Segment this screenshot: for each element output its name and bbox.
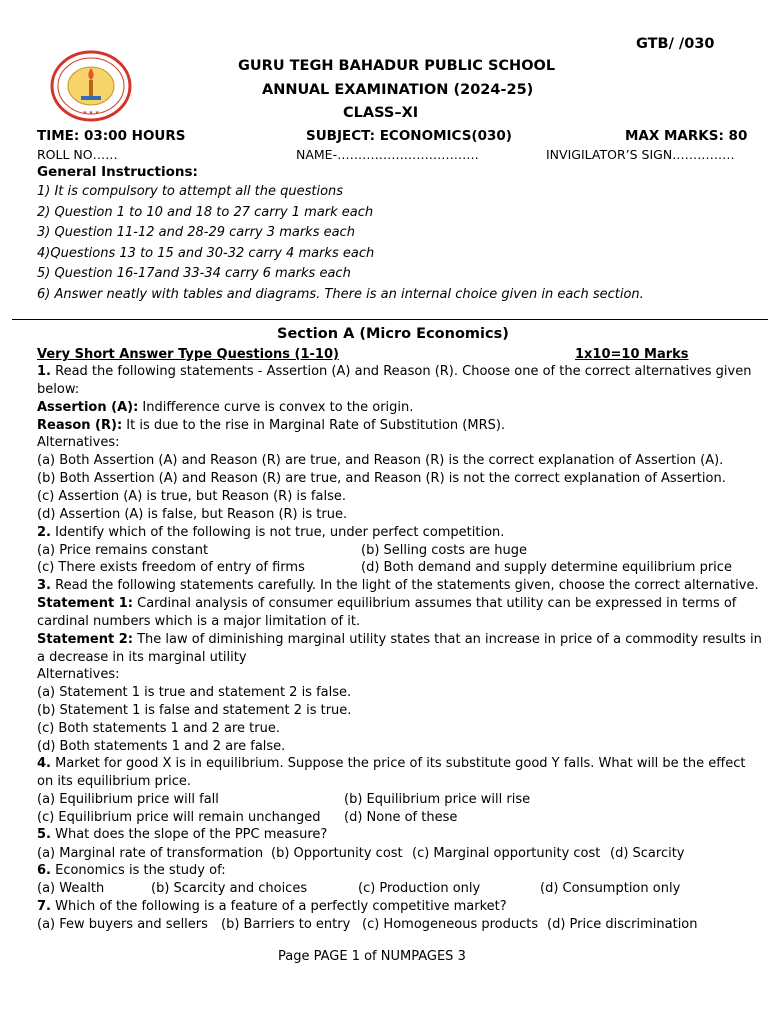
subject-label: SUBJECT: ECONOMICS(030) bbox=[306, 128, 512, 144]
school-name: GURU TEGH BAHADUR PUBLIC SCHOOL bbox=[238, 58, 556, 74]
invigilator-field: INVIGILATOR’S SIGN…………… bbox=[546, 147, 735, 162]
alternatives-label: Alternatives: bbox=[37, 435, 120, 450]
section-title: Section A (Micro Economics) bbox=[277, 326, 509, 342]
option: (b) Statement 1 is false and statement 2 is true. bbox=[37, 703, 352, 718]
section-subtitle: Very Short Answer Type Questions (1-10) bbox=[37, 347, 339, 362]
option: (d) Assertion (A) is false, but Reason (R) is true. bbox=[37, 507, 348, 522]
option: (a) Marginal rate of transformation bbox=[37, 846, 264, 861]
option: (b) Equilibrium price will rise bbox=[344, 792, 531, 807]
instruction-item: 4)Questions 13 to 15 and 30-32 carry 4 marks each bbox=[37, 246, 375, 261]
instructions-title: General Instructions: bbox=[37, 164, 198, 180]
option: (a) Statement 1 is true and statement 2 is false. bbox=[37, 685, 352, 700]
option: (d) Both demand and supply determine equilibrium price bbox=[361, 560, 732, 575]
question-4-cont: on its equilibrium price. bbox=[37, 774, 191, 789]
question-2: 2. Identify which of the following is not true, under perfect competition. bbox=[37, 525, 505, 540]
option: (b) Scarcity and choices bbox=[151, 881, 308, 896]
roll-no-field: ROLL NO…… bbox=[37, 147, 118, 162]
class-label: CLASS–XI bbox=[343, 105, 419, 121]
option: (d) Consumption only bbox=[540, 881, 681, 896]
option: (a) Wealth bbox=[37, 881, 105, 896]
exam-code: GTB/ /030 bbox=[636, 36, 715, 52]
question-1: 1. Read the following statements - Assertion (A) and Reason (R). Choose one of the correct alternatives given bbox=[37, 364, 752, 379]
option: (d) Price discrimination bbox=[547, 917, 698, 932]
statement-2: Statement 2: The law of diminishing marginal utility states that an increase in price of a commodity results in bbox=[37, 632, 762, 647]
svg-text:★ ★ ★: ★ ★ ★ bbox=[82, 110, 100, 116]
max-marks-label: MAX MARKS: 80 bbox=[625, 128, 748, 144]
statement-2-cont: a decrease in its marginal utility bbox=[37, 650, 247, 665]
option: (a) Price remains constant bbox=[37, 543, 209, 558]
option: (c) Marginal opportunity cost bbox=[412, 846, 601, 861]
question-1-cont: below: bbox=[37, 382, 80, 397]
option: (d) None of these bbox=[344, 810, 458, 825]
option: (b) Opportunity cost bbox=[271, 846, 403, 861]
option: (d) Both statements 1 and 2 are false. bbox=[37, 739, 286, 754]
option: (a) Equilibrium price will fall bbox=[37, 792, 219, 807]
time-label: TIME: 03:00 HOURS bbox=[37, 128, 186, 144]
name-field: NAME-……………………………. bbox=[296, 147, 479, 162]
assertion: Assertion (A): Indifference curve is convex to the origin. bbox=[37, 400, 414, 415]
question-7: 7. Which of the following is a feature of a perfectly competitive market? bbox=[37, 899, 507, 914]
instruction-item: 6) Answer neatly with tables and diagrams. There is an internal choice given in each section. bbox=[37, 287, 644, 302]
instruction-item: 5) Question 16-17and 33-34 carry 6 marks each bbox=[37, 266, 351, 281]
alternatives-label: Alternatives: bbox=[37, 667, 120, 682]
option: (a) Both Assertion (A) and Reason (R) are true, and Reason (R) is the correct explanation of Assertion (A). bbox=[37, 453, 724, 468]
school-crest-icon bbox=[50, 50, 132, 122]
option: (c) Equilibrium price will remain unchanged bbox=[37, 810, 321, 825]
option: (d) Scarcity bbox=[610, 846, 685, 861]
question-3: 3. Read the following statements carefully. In the light of the statements given, choose the correct alternative. bbox=[37, 578, 759, 593]
option: (c) Assertion (A) is true, but Reason (R) is false. bbox=[37, 489, 346, 504]
option: (b) Both Assertion (A) and Reason (R) are true, and Reason (R) is not the correct explanation of Assertion. bbox=[37, 471, 726, 486]
page-number: Page PAGE 1 of NUMPAGES 3 bbox=[278, 949, 466, 964]
question-4: 4. Market for good X is in equilibrium. Suppose the price of its substitute good Y falls. What will be the effect bbox=[37, 756, 746, 771]
option: (b) Barriers to entry bbox=[221, 917, 351, 932]
question-6: 6. Economics is the study of: bbox=[37, 863, 226, 878]
question-5: 5. What does the slope of the PPC measure? bbox=[37, 827, 328, 842]
section-marks: 1x10=10 Marks bbox=[575, 347, 689, 362]
instruction-item: 3) Question 11-12 and 28-29 carry 3 marks each bbox=[37, 225, 355, 240]
option: (c) There exists freedom of entry of firms bbox=[37, 560, 305, 575]
exam-title: ANNUAL EXAMINATION (2024-25) bbox=[262, 82, 534, 98]
option: (c) Production only bbox=[358, 881, 481, 896]
option: (c) Homogeneous products bbox=[362, 917, 539, 932]
option: (c) Both statements 1 and 2 are true. bbox=[37, 721, 280, 736]
instruction-item: 1) It is compulsory to attempt all the questions bbox=[37, 184, 344, 199]
instruction-item: 2) Question 1 to 10 and 18 to 27 carry 1 mark each bbox=[37, 205, 374, 220]
option: (a) Few buyers and sellers bbox=[37, 917, 208, 932]
reason: Reason (R): It is due to the rise in Marginal Rate of Substitution (MRS). bbox=[37, 418, 506, 433]
statement-1: Statement 1: Cardinal analysis of consumer equilibrium assumes that utility can be expressed in terms of bbox=[37, 596, 737, 611]
statement-1-cont: cardinal numbers which is a major limitation of it. bbox=[37, 614, 361, 629]
divider bbox=[12, 319, 768, 320]
option: (b) Selling costs are huge bbox=[361, 543, 527, 558]
